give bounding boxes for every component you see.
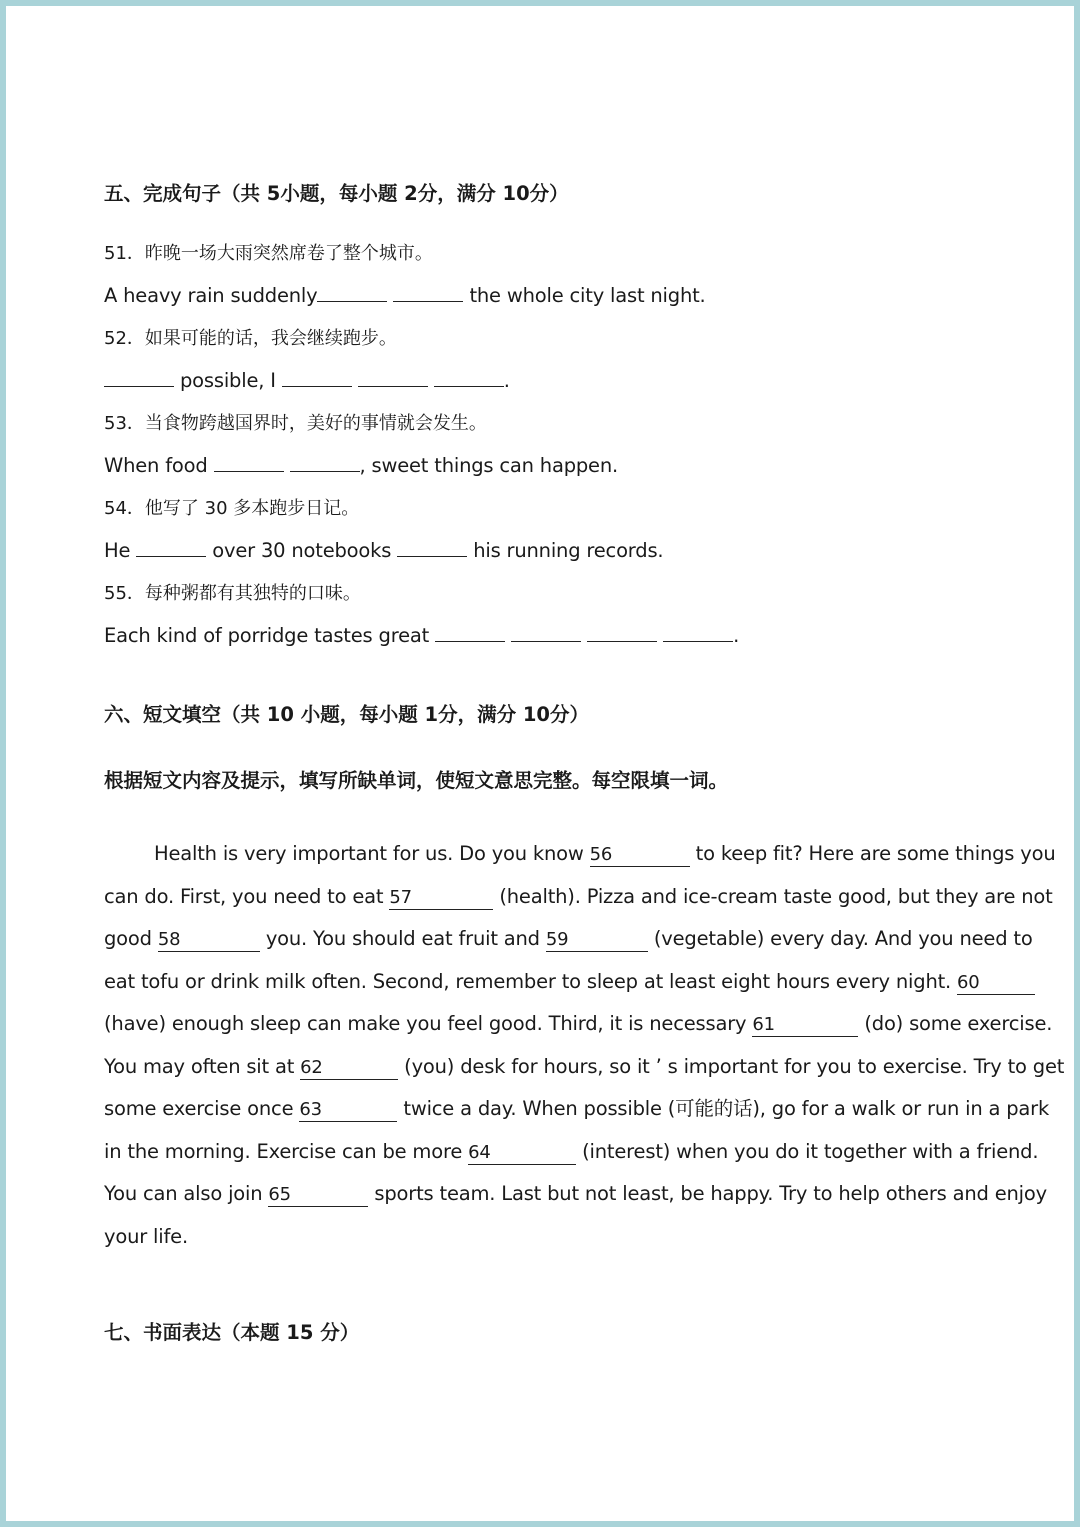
blank-57[interactable]: 57 <box>389 887 493 910</box>
blank-64[interactable]: 64 <box>468 1142 576 1165</box>
answer-blank[interactable] <box>282 368 352 387</box>
answer-blank[interactable] <box>290 453 360 472</box>
blank-59[interactable]: 59 <box>546 929 648 952</box>
answer-blank[interactable] <box>317 283 387 302</box>
section6-title: 六、短文填空（共 10 小题，每小题 1分，满分 10分） <box>104 703 589 726</box>
blank-56[interactable]: 56 <box>590 844 690 867</box>
section7-title: 七、书面表达（本题 15 分） <box>104 1321 360 1344</box>
q53-chinese: 53．当食物跨越国界时，美好的事情就会发生。 <box>104 413 487 434</box>
answer-blank[interactable] <box>511 623 581 642</box>
passage-line-3: good 58 you. You should eat fruit and 59 (vegetable) every day. And you need to <box>104 927 1033 950</box>
answer-blank[interactable] <box>358 368 428 387</box>
answer-blank[interactable] <box>397 538 467 557</box>
q54-english: He over 30 notebooks his running records. <box>104 539 664 562</box>
q55-english: Each kind of porridge tastes great . <box>104 624 740 647</box>
answer-blank[interactable] <box>663 623 733 642</box>
passage-line-4: eat tofu or drink milk often. Second, remember to sleep at least eight hours every night. 60 <box>104 969 988 995</box>
passage-line-2: can do. First, you need to eat 57 (health). Pizza and ice-cream taste good, but they are not <box>104 885 1053 908</box>
passage-line-1: Health is very important for us. Do you know 56 to keep fit? Here are some things you <box>154 842 1056 865</box>
answer-blank[interactable] <box>434 368 504 387</box>
blank-62[interactable]: 62 <box>300 1057 398 1080</box>
section5-title: 五、完成句子（共 5小题，每小题 2分，满分 10分） <box>104 182 569 205</box>
answer-blank[interactable] <box>435 623 505 642</box>
q53-english: When food , sweet things can happen. <box>104 454 619 477</box>
blank-63[interactable]: 63 <box>299 1099 397 1122</box>
passage-line-6: You may often sit at 62 (you) desk for hours, so it ’ s important for you to exercise. Try to get <box>104 1055 1065 1078</box>
blank-61[interactable]: 61 <box>752 1014 858 1037</box>
q52-chinese: 52．如果可能的话，我会继续跑步。 <box>104 328 397 349</box>
q54-chinese: 54．他写了 30 多本跑步日记。 <box>104 498 360 519</box>
answer-blank[interactable] <box>587 623 657 642</box>
passage-line-8: in the morning. Exercise can be more 64 (interest) when you do it together with a friend. <box>104 1140 1039 1163</box>
section6-instruction: 根据短文内容及提示，填写所缺单词，使短文意思完整。每空限填一词。 <box>104 769 729 792</box>
answer-blank[interactable] <box>136 538 206 557</box>
answer-blank[interactable] <box>104 368 174 387</box>
passage-line-7: some exercise once 63 twice a day. When possible (可能的话), go for a walk or run in a park <box>104 1097 1050 1120</box>
passage-line-9: You can also join 65 sports team. Last but not least, be happy. Try to help others and enjoy <box>104 1182 1047 1205</box>
answer-blank[interactable] <box>393 283 463 302</box>
answer-blank[interactable] <box>214 453 284 472</box>
q52-english: possible, I . <box>104 368 979 394</box>
q55-chinese: 55．每种粥都有其独特的口味。 <box>104 583 361 604</box>
blank-58[interactable]: 58 <box>158 929 260 952</box>
blank-60[interactable]: 60 <box>957 972 1035 995</box>
passage-line-10: your life. <box>104 1225 188 1248</box>
blank-65[interactable]: 65 <box>268 1184 368 1207</box>
q51-chinese: 51．昨晚一场大雨突然席卷了整个城市。 <box>104 243 433 264</box>
passage-line-5: (have) enough sleep can make you feel good. Third, it is necessary 61 (do) some exercise. <box>104 1012 1053 1035</box>
q51-english: A heavy rain suddenly the whole city last night. <box>104 284 706 307</box>
